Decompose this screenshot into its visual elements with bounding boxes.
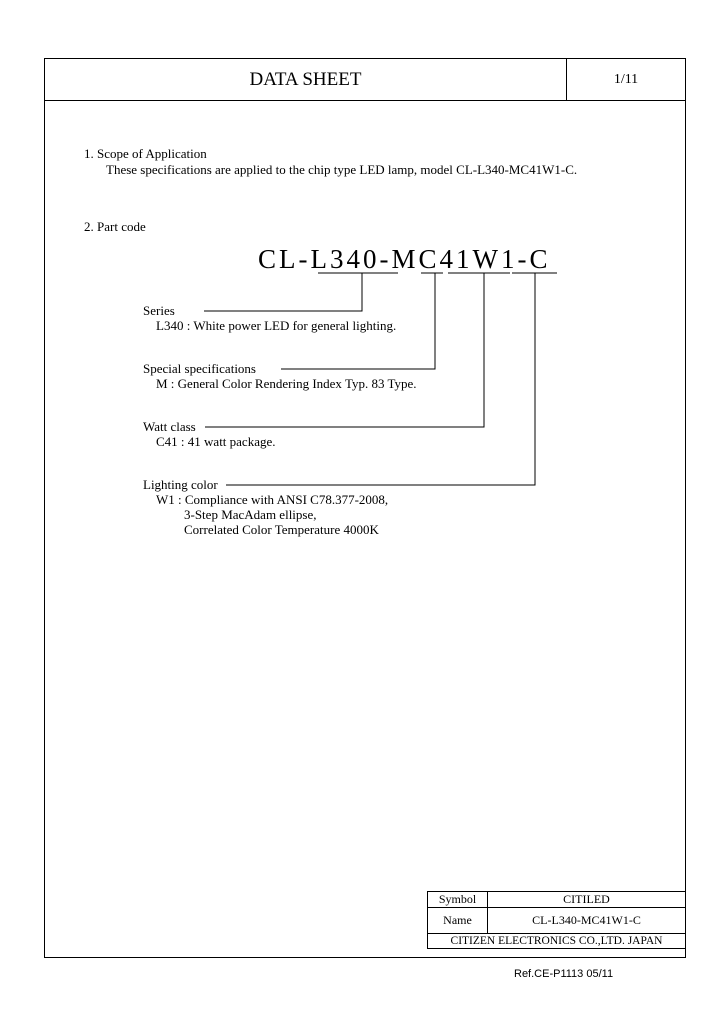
title-block-name-row <box>428 908 685 934</box>
page-number: 1/11 <box>613 72 639 87</box>
lighting-color-desc-1: W1 : Compliance with ANSI C78.377-2008, <box>156 492 389 507</box>
name-value: CL-L340-MC41W1-C <box>532 913 641 927</box>
symbol-label: Symbol <box>428 892 488 907</box>
title-block-symbol-row <box>428 892 685 908</box>
watt-class-desc: C41 : 41 watt package. <box>156 434 276 449</box>
special-spec-desc: M : General Color Rendering Index Typ. 83 Type. <box>156 376 417 391</box>
scope-heading: 1. Scope of Application <box>84 146 207 161</box>
series-label: Series <box>143 303 175 318</box>
part-code: CL-L340-MC41W1-C <box>258 244 551 274</box>
leader-watt <box>205 273 484 427</box>
reference-number: Ref.CE-P1113 05/11 <box>514 968 614 980</box>
lighting-color-desc-2: 3-Step MacAdam ellipse, <box>184 507 317 522</box>
company-name: CITIZEN ELECTRONICS CO.,LTD. JAPAN <box>450 935 663 947</box>
lighting-color-label: Lighting color <box>143 477 218 492</box>
title-block <box>427 891 686 949</box>
name-label: Name <box>428 908 488 933</box>
special-spec-label: Special specifications <box>143 361 256 376</box>
leader-series <box>204 273 362 311</box>
lighting-color-desc-3: Correlated Color Temperature 4000K <box>184 522 379 537</box>
part-code-heading: 2. Part code <box>84 219 146 234</box>
series-desc: L340 : White power LED for general lighting. <box>156 318 397 333</box>
symbol-value: CITILED <box>563 892 610 906</box>
scope-body: These specifications are applied to the chip type LED lamp, model CL-L340-MC41W1-C. <box>106 162 578 177</box>
page-title: DATA SHEET <box>45 59 567 101</box>
watt-class-label: Watt class <box>143 419 196 434</box>
